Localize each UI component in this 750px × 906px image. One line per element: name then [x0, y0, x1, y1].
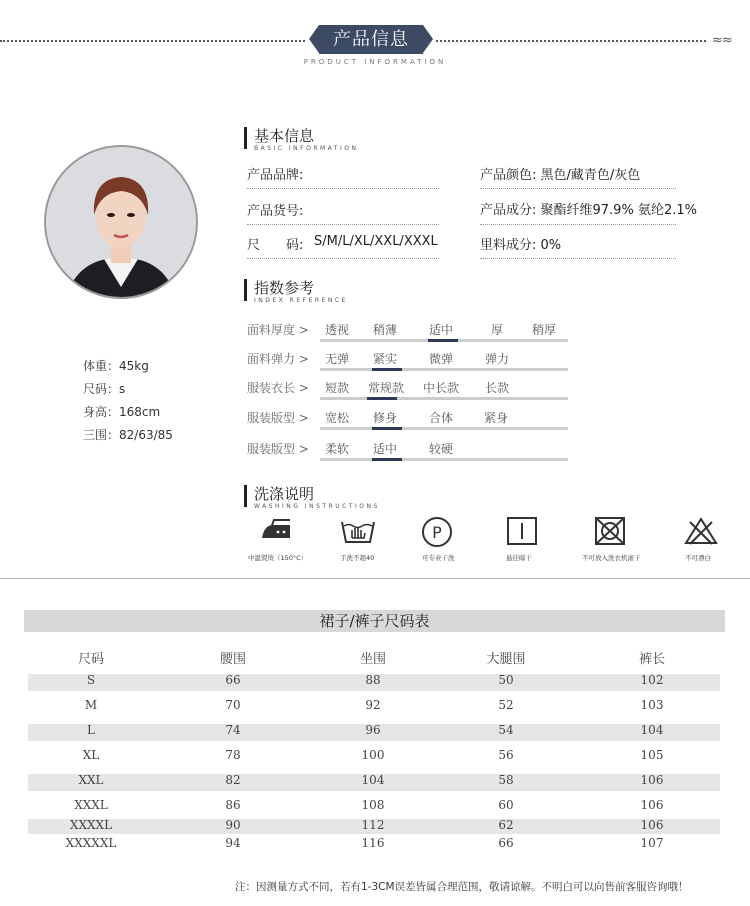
table-cell: XXXXL — [69, 818, 113, 832]
index-scale-track — [320, 458, 568, 461]
table-cell: XL — [82, 748, 100, 762]
table-header-cell: 尺码 — [77, 652, 104, 667]
index-option: 厚 — [491, 323, 504, 337]
table-cell: XXXXXL — [65, 836, 117, 850]
table-cell: 50 — [498, 673, 514, 687]
section-separator — [0, 578, 750, 579]
divider — [480, 258, 676, 259]
index-option: 宽松 — [325, 411, 350, 425]
index-selected-marker — [372, 368, 402, 371]
wash-label: 悬挂晾干 — [506, 554, 532, 562]
table-cell: 90 — [225, 818, 241, 832]
item-no-field: 产品货号: — [247, 204, 304, 219]
table-header-cell: 坐围 — [359, 652, 386, 667]
washing-bar — [244, 485, 247, 507]
hand-wash-icon — [340, 516, 376, 546]
no-tumble-dry-icon — [594, 516, 626, 546]
table-cell: 60 — [498, 798, 514, 812]
table-cell: 54 — [498, 723, 514, 737]
table-header-cell: 裤长 — [638, 652, 665, 667]
index-selected-marker — [367, 397, 397, 400]
table-cell: 86 — [225, 798, 241, 812]
dry-clean-icon — [420, 516, 454, 548]
table-cell: 108 — [361, 798, 385, 812]
table-cell: 106 — [640, 818, 664, 832]
wash-label: 手洗不超40 — [340, 554, 375, 562]
table-cell: XXXL — [74, 798, 108, 812]
table-cell: M — [84, 698, 98, 712]
index-ref-title: 指数参考 — [254, 279, 315, 297]
index-option: 较硬 — [429, 442, 454, 456]
index-option: 紧实 — [373, 352, 398, 366]
index-option: 紧身 — [484, 411, 509, 425]
index-scale-track — [320, 397, 568, 400]
table-cell: 92 — [365, 698, 381, 712]
index-option: 适中 — [429, 323, 454, 337]
table-cell: 107 — [640, 836, 664, 850]
table-header-cell: 腰围 — [219, 652, 246, 667]
basic-info-title: 基本信息 — [254, 127, 315, 145]
model-height: 身高：168cm — [83, 405, 161, 419]
index-option: 无弹 — [325, 352, 350, 366]
table-cell: 74 — [225, 723, 241, 737]
table-cell: L — [87, 723, 95, 737]
table-cell: 78 — [225, 748, 241, 762]
measurement-note: 注：因测量方式不同，若有1-3CM误差皆属合理范围，敬请谅解。不明白可以向售前客服咨询哦！ — [235, 881, 689, 893]
table-cell: 102 — [640, 673, 664, 687]
index-option: 稍厚 — [532, 323, 557, 337]
divider — [480, 188, 676, 189]
section-title: 产品信息 — [319, 25, 423, 54]
index-option: 长款 — [485, 381, 510, 395]
table-cell: 103 — [640, 698, 664, 712]
index-row-label: 服装版型 > — [247, 442, 309, 456]
index-row-label: 服装衣长 > — [247, 381, 309, 395]
wash-label: 可专业干洗 — [422, 554, 455, 562]
table-cell: 105 — [640, 748, 664, 762]
svg-text:P: P — [432, 523, 442, 542]
index-option: 稍薄 — [373, 323, 398, 337]
table-cell: 62 — [498, 818, 514, 832]
washing-subtitle: WASHING INSTRUCTIONS — [254, 503, 380, 510]
brand-field: 产品品牌: — [247, 168, 304, 183]
table-cell: 116 — [361, 836, 385, 850]
index-selected-marker — [428, 339, 458, 342]
wash-label: 不可放入洗衣机滚干 — [582, 554, 641, 562]
model-size: 尺码：s — [83, 382, 126, 396]
wash-label: 不可漂白 — [685, 554, 711, 562]
table-cell: 104 — [361, 773, 385, 787]
divider — [247, 188, 439, 189]
index-row-label: 服装版型 > — [247, 411, 309, 425]
table-cell: 94 — [225, 836, 241, 850]
basic-info-bar — [244, 127, 247, 149]
divider — [247, 258, 439, 259]
iron-icon — [258, 516, 294, 546]
table-cell: S — [86, 673, 96, 687]
model-photo — [44, 145, 198, 299]
index-row-label: 面料弹力 > — [247, 352, 309, 366]
table-cell: 70 — [225, 698, 241, 712]
index-option: 常规款 — [368, 381, 405, 395]
index-option: 中长款 — [423, 381, 460, 395]
color-field: 产品颜色: 黑色/藏青色/灰色 — [480, 168, 641, 183]
index-scale-track — [320, 368, 568, 371]
table-cell: 52 — [498, 698, 514, 712]
table-cell: 88 — [365, 673, 381, 687]
washing-title: 洗涤说明 — [254, 485, 315, 503]
index-selected-marker — [372, 427, 402, 430]
size-table-title: 裙子/裤子尺码表 — [24, 610, 725, 632]
size-label: 尺 码: — [247, 238, 304, 253]
wash-label: 中温熨烫（150°C） — [248, 554, 308, 562]
model-measurements: 三围：82/63/85 — [83, 428, 173, 442]
index-option: 短款 — [325, 381, 350, 395]
table-cell: 106 — [640, 798, 664, 812]
hang-dry-icon — [506, 516, 538, 546]
index-option: 透视 — [325, 323, 350, 337]
table-cell: 66 — [498, 836, 514, 850]
index-option: 适中 — [373, 442, 398, 456]
index-scale-track — [320, 427, 568, 430]
index-selected-marker — [372, 458, 402, 461]
header-divider-right — [436, 40, 706, 42]
section-subtitle: PRODUCT INFORMATION — [303, 58, 447, 66]
divider — [247, 224, 439, 225]
table-cell: 96 — [365, 723, 381, 737]
table-cell: 104 — [640, 723, 664, 737]
lining-field: 里料成分: 0% — [480, 238, 562, 253]
model-weight: 体重：45kg — [83, 359, 149, 373]
table-cell: 112 — [361, 818, 385, 832]
index-ref-subtitle: INDEX REFERENCE — [254, 297, 348, 304]
size-value: S/M/L/XL/XXL/XXXL — [314, 234, 438, 249]
index-option: 弹力 — [485, 352, 510, 366]
basic-info-subtitle: BASIC INFORMATION — [254, 145, 359, 152]
table-header-cell: 大腿围 — [486, 652, 526, 667]
index-option: 柔软 — [325, 442, 350, 456]
index-option: 微弹 — [429, 352, 454, 366]
composition-field: 产品成分: 聚酯纤维97.9% 氨纶2.1% — [480, 203, 697, 218]
index-ref-bar — [244, 279, 247, 301]
table-cell: 56 — [498, 748, 514, 762]
table-cell: XXL — [78, 773, 104, 787]
table-cell: 82 — [225, 773, 241, 787]
wave-decoration-icon: ≈≈ — [712, 33, 732, 48]
index-row-label: 面料厚度 > — [247, 323, 309, 337]
index-option: 合体 — [429, 411, 454, 425]
no-bleach-icon — [684, 516, 718, 546]
table-cell: 100 — [361, 748, 385, 762]
table-cell: 66 — [225, 673, 241, 687]
header-divider-left — [0, 40, 305, 42]
table-cell: 106 — [640, 773, 664, 787]
divider — [480, 224, 676, 225]
table-cell: 58 — [498, 773, 514, 787]
index-option: 修身 — [373, 411, 398, 425]
